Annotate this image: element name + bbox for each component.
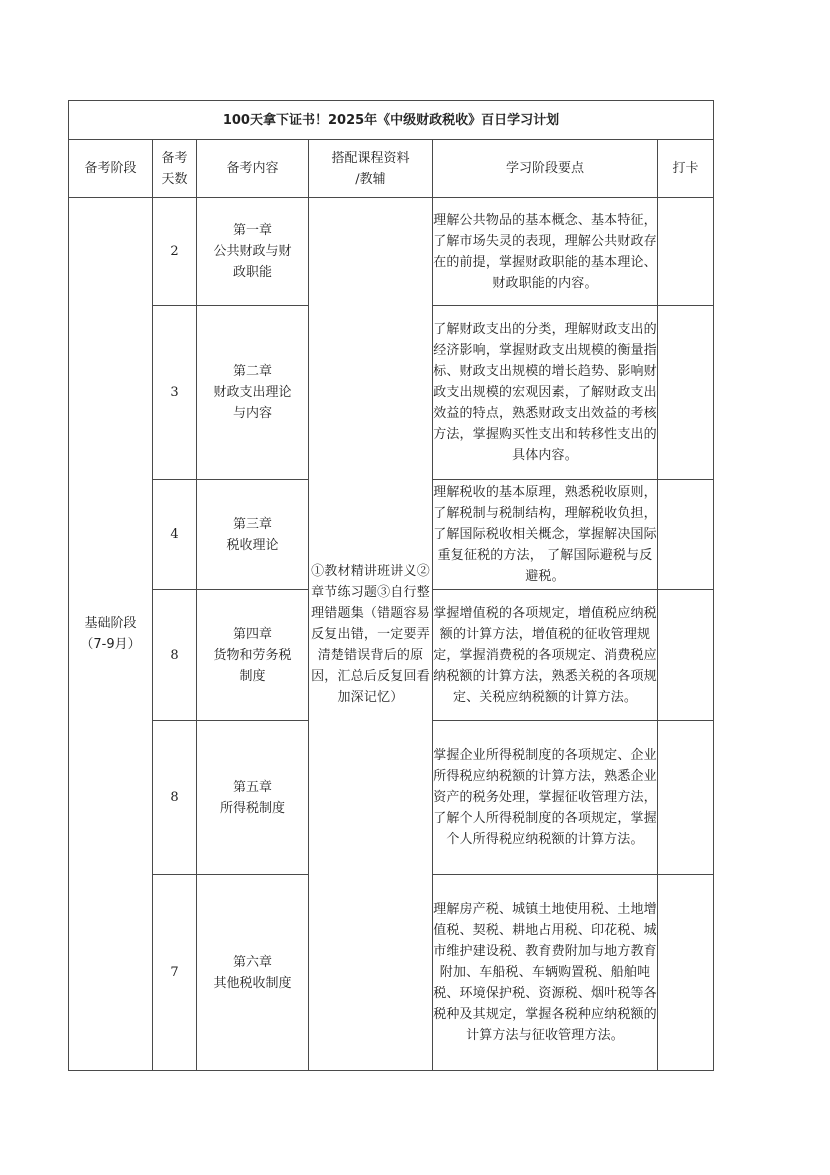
study-plan-table [68,100,714,1071]
chapter-cell [197,480,309,590]
days-cell: 8 [153,721,197,875]
header-days-line2: 天数 [161,171,188,187]
header-course-line1: 搭配课程资料 [331,150,410,166]
header-days [153,140,197,198]
key-points-cell: 了解财政支出的分类，理解财政支出的经济影响，掌握财政支出规模的衡量指标、财政支出规模的增长趋势、影响财政支出规模的宏观因素，了解财政支出效益的特点，熟悉财政支出效益的考核方法，掌握购买性支出和转移性支出的具体内容。 [433,306,658,480]
key-points-cell: 掌握增值税的各项规定，增值税应纳税额的计算方法，增值税的征收管理规定，掌握消费税的各项规定、消费税应纳税额的计算方法，熟悉关税的各项规定、关税应纳税额的计算方法。 [433,590,658,721]
chapter-cell [197,198,309,306]
chapter-topic-line1: 货物和劳务税 [213,647,292,663]
chapter-label: 第二章 [232,364,272,379]
chapter-topic-line2: 制度 [239,668,266,684]
chapter-label: 第五章 [232,779,272,795]
chapter-cell [197,306,309,480]
chapter-topic-line1: 所得税制度 [219,800,285,816]
header-course-line2: /教辅 [355,171,386,187]
chapter-topic-line1: 公共财政与财 [213,244,292,259]
chapter-topic-line1: 税收理论 [226,537,279,553]
chapter-cell [197,875,309,1071]
checkin-cell[interactable] [658,590,714,721]
header-stage: 备考阶段 [69,140,153,198]
key-points-cell: 理解公共物品的基本概念、基本特征，了解市场失灵的表现，理解公共财政存在的前提，掌握财政职能的基本理论、财政职能的内容。 [433,198,658,306]
chapter-topic-line1: 其他税收制度 [213,975,292,991]
header-key-points: 学习阶段要点 [433,140,658,198]
stage-period: （7-9月） [80,637,141,652]
page-title: 100天拿下证书！2025年《中级财政税收》百日学习计划 [69,101,714,140]
chapter-topic-line2: 政职能 [232,265,272,280]
title-row [69,101,714,140]
checkin-cell[interactable] [658,875,714,1071]
chapter-topic-line2: 与内容 [232,406,272,421]
checkin-cell[interactable] [658,198,714,306]
days-cell: 7 [153,875,197,1071]
chapter-cell [197,721,309,875]
chapter-topic-line1: 财政支出理论 [213,385,292,400]
header-checkin: 打卡 [658,140,714,198]
days-cell: 2 [153,198,197,306]
checkin-cell[interactable] [658,721,714,875]
chapter-label: 第三章 [232,516,272,532]
header-course-materials [309,140,433,198]
key-points-cell: 理解税收的基本原理，熟悉税收原则，了解税制与税制结构，理解税收负担，了解国际税收相关概念，掌握解决国际重复征税的方法， 了解国际避税与反避税。 [433,480,658,590]
checkin-cell[interactable] [658,306,714,480]
days-cell: 3 [153,306,197,480]
checkin-cell[interactable] [658,480,714,590]
stage-name: 基础阶段 [84,616,137,631]
stage-cell [69,198,153,1071]
chapter-label: 第六章 [232,954,272,970]
chapter-label: 第一章 [232,223,272,238]
key-points-cell: 掌握企业所得税制度的各项规定、企业所得税应纳税额的计算方法，熟悉企业资产的税务处理，掌握征收管理方法，了解个人所得税制度的各项规定，掌握个人所得税应纳税额的计算方法。 [433,721,658,875]
days-cell: 8 [153,590,197,721]
header-content: 备考内容 [197,140,309,198]
key-points-cell: 理解房产税、城镇土地使用税、土地增值税、契税、耕地占用税、印花税、城市维护建设税、教育费附加与地方教育附加、车船税、车辆购置税、船舶吨税、环境保护税、资源税、烟叶税等各税种及其规定，掌握各税种应纳税额的计算方法与征收管理方法。 [433,875,658,1071]
course-materials-cell: ①教材精讲班讲义②章节练习题③自行整理错题集（错题容易反复出错，一定要弄清楚错误背后的原因，汇总后反复回看加深记忆） [309,198,433,1071]
header-row [69,140,714,198]
chapter-label: 第四章 [232,626,272,642]
header-days-line1: 备考 [161,150,188,166]
chapter-cell [197,590,309,721]
days-cell: 4 [153,480,197,590]
table-row [69,198,714,306]
